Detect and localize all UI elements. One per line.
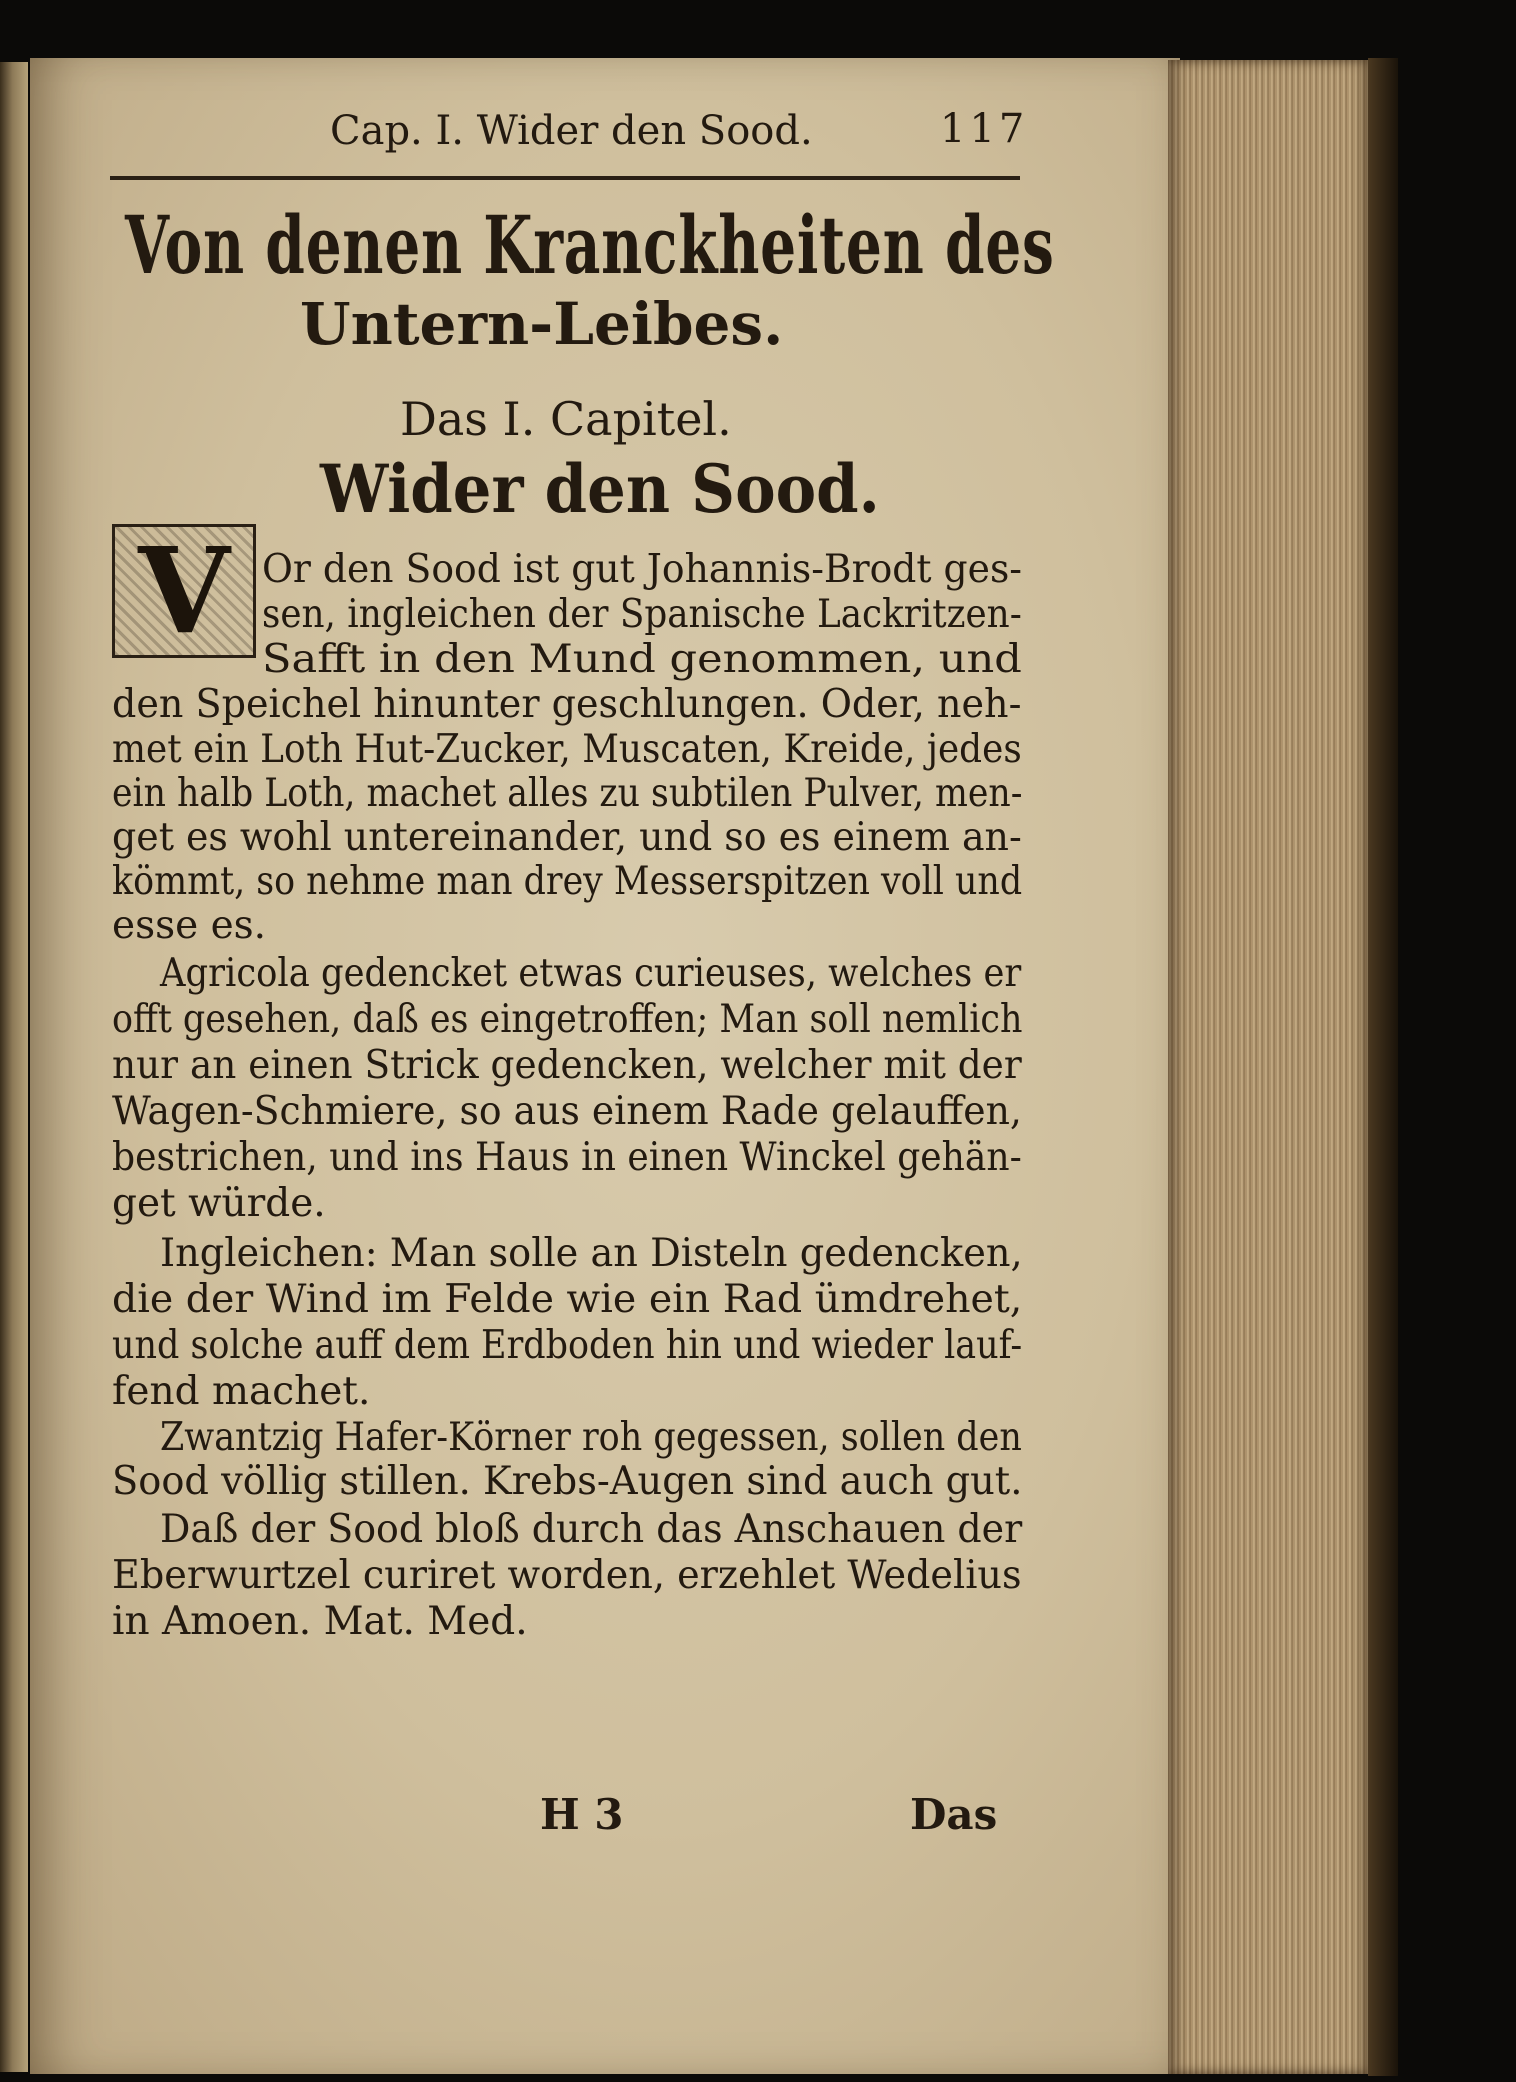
body-line: fend machet. [112, 1369, 371, 1414]
body-line: Or den Sood ist gut Johannis-Brodt ges- [262, 547, 1023, 592]
verso-page-edge [0, 62, 28, 2072]
body-line: Agricola gedencket etwas curieuses, welches er [160, 951, 1022, 996]
body-line: kömmt, so nehme man drey Messerspitzen voll und [112, 859, 1023, 904]
body-line: sen, ingleichen der Spanische Lackritzen- [262, 592, 1022, 637]
signature-mark: H 3 [540, 1790, 624, 1839]
body-line: Eberwurtzel curiret worden, erzehlet Wedelius [112, 1553, 1022, 1598]
body-line: offt gesehen, daß es eingetroffen; Man soll nemlich [112, 997, 1023, 1042]
body-line: get es wohl untereinander, und so es einem an- [112, 815, 1022, 860]
section-title-line2: Untern-Leibes. [300, 290, 784, 358]
body-line: Wagen-Schmiere, so aus einem Rade gelauffen, [112, 1089, 1022, 1134]
body-line: get würde. [112, 1181, 326, 1226]
body-line: Safft in den Mund genommen, und [262, 637, 1022, 682]
body-line: Ingleichen: Man solle an Disteln gedencken, [160, 1231, 1023, 1276]
body-line: ein halb Loth, machet alles zu subtilen Pulver, men- [112, 771, 1023, 816]
chapter-label: Das I. Capitel. [400, 392, 732, 446]
body-line: met ein Loth Hut-Zucker, Muscaten, Kreide, jedes [112, 727, 1022, 772]
body-line: Sood völlig stillen. Krebs-Augen sind auch gut. [112, 1459, 1023, 1504]
body-line: die der Wind im Felde wie ein Rad ümdrehet, [112, 1277, 1023, 1322]
body-line: nur an einen Strick gedencken, welcher mit der [112, 1043, 1022, 1088]
body-line: Zwantzig Hafer-Körner roh gegessen, sollen den [160, 1415, 1022, 1460]
book-edge-shadow [1368, 58, 1398, 2076]
header-rule [110, 176, 1020, 180]
drop-cap-letter: V [138, 521, 230, 660]
body-line: den Speichel hinunter geschlungen. Oder, neh- [112, 682, 1022, 727]
page-number: 117 [940, 106, 1029, 152]
catchword: Das [910, 1790, 998, 1839]
body-line: bestrichen, und ins Haus in einen Winckel gehän- [112, 1135, 1022, 1180]
body-line: in Amoen. Mat. Med. [112, 1599, 528, 1644]
body-line: Daß der Sood bloß durch das Anschauen der [160, 1507, 1023, 1552]
page-block-edges [1168, 60, 1368, 2074]
body-line: und solche auff dem Erdboden hin und wieder lauf- [112, 1323, 1023, 1368]
ornamental-initial [112, 521, 256, 660]
running-header: Cap. I. Wider den Sood. [330, 108, 813, 154]
chapter-heading: Wider den Sood. [320, 450, 880, 528]
body-line: esse es. [112, 903, 267, 948]
section-title-line1: Von denen Kranckheiten des [125, 198, 1055, 292]
